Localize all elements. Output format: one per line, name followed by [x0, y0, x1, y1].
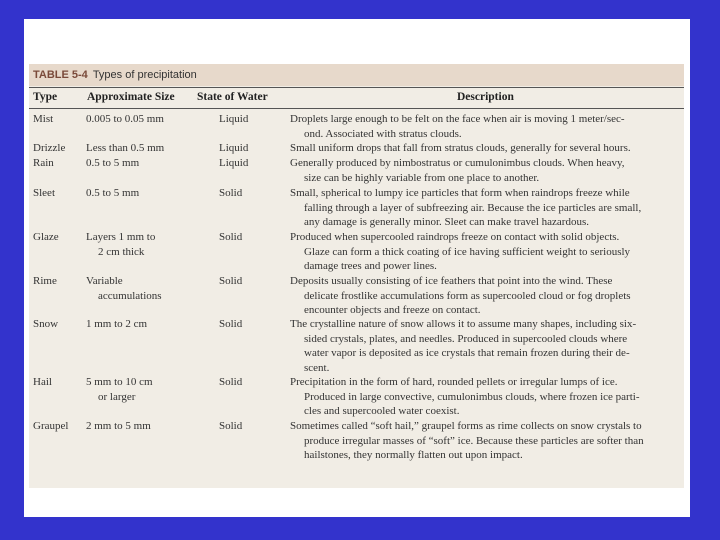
header-type: Type: [33, 91, 58, 103]
cell-description: Deposits usually consisting of ice feathers that point into the wind. These delicate frostlike accumulations form as supercooled cloud or fog droplets encounter objects and freeze on contact.: [290, 275, 631, 317]
cell-type: Graupel: [33, 420, 69, 432]
cell-type: Hail: [33, 376, 52, 388]
cell-type: Drizzle: [33, 142, 66, 154]
cell-state: Solid: [219, 376, 243, 388]
cell-state: Liquid: [219, 113, 249, 125]
cell-size: Layers 1 mm to 2 cm thick: [86, 231, 156, 258]
cell-description: Small, spherical to lumpy ice particles that form when raindrops freeze while falling through a layer of subfreezing air. Because the ice particles are small, any damage is generally minor. Sleet can make travel hazardous.: [290, 187, 642, 229]
cell-size: 2 mm to 5 mm: [86, 420, 151, 432]
cell-type: Snow: [33, 318, 59, 330]
cell-state: Liquid: [219, 142, 249, 154]
header-description: Description: [457, 91, 514, 103]
cell-state: Solid: [219, 187, 243, 199]
cell-description: The crystalline nature of snow allows it to assume many shapes, including six- sided crystals, plates, and needles. Produced in supercooled clouds where water vapor is deposited as ice crystals that remain frozen during their de- scent.: [290, 318, 637, 374]
cell-description: Produced when supercooled raindrops freeze on contact with solid objects. Glaze can form a thick coating of ice having sufficient weight to seriously damage trees and power lines.: [290, 231, 631, 273]
cell-description: Droplets large enough to be felt on the face when air is moving 1 meter/sec- ond. Associated with stratus clouds.: [290, 113, 625, 140]
table-caption: [29, 64, 684, 86]
table-header: [29, 87, 684, 109]
cell-description: Sometimes called “soft hail,” graupel forms as rime collects on snow crystals to produce irregular masses of “soft” ice. Because these particles are softer than hailstones, they normally flatten out upon impact.: [290, 420, 644, 462]
cell-size: 0.5 to 5 mm: [86, 157, 140, 169]
cell-type: Rime: [33, 275, 57, 287]
cell-state: Solid: [219, 420, 243, 432]
slide: [24, 19, 690, 517]
cell-size: 0.5 to 5 mm: [86, 187, 140, 199]
cell-type: Glaze: [33, 231, 59, 243]
cell-state: Solid: [219, 318, 243, 330]
table-number: TABLE 5-4: [33, 69, 88, 81]
cell-state: Liquid: [219, 157, 249, 169]
cell-description: Precipitation in the form of hard, rounded pellets or irregular lumps of ice. Produced in large convective, cumulonimbus clouds, where frozen ice parti- cles and supercooled water coexist.: [290, 376, 640, 418]
cell-type: Sleet: [33, 187, 55, 199]
cell-type: Rain: [33, 157, 54, 169]
cell-size: Less than 0.5 mm: [86, 142, 165, 154]
cell-state: Solid: [219, 231, 243, 243]
cell-size: 0.005 to 0.05 mm: [86, 113, 164, 125]
header-size: Approximate Size: [87, 91, 175, 103]
cell-size: 5 mm to 10 cm or larger: [86, 376, 153, 403]
cell-size: 1 mm to 2 cm: [86, 318, 148, 330]
cell-description: Generally produced by nimbostratus or cumulonimbus clouds. When heavy, size can be highly variable from one place to another.: [290, 157, 625, 184]
header-state: State of Water: [197, 91, 268, 103]
cell-state: Solid: [219, 275, 243, 287]
precipitation-table: [29, 64, 684, 488]
table-title: Types of precipitation: [92, 69, 197, 81]
cell-description: Small uniform drops that fall from stratus clouds, generally for several hours.: [290, 142, 631, 154]
cell-type: Mist: [33, 113, 54, 125]
cell-size: Variable accumulations: [86, 275, 162, 302]
